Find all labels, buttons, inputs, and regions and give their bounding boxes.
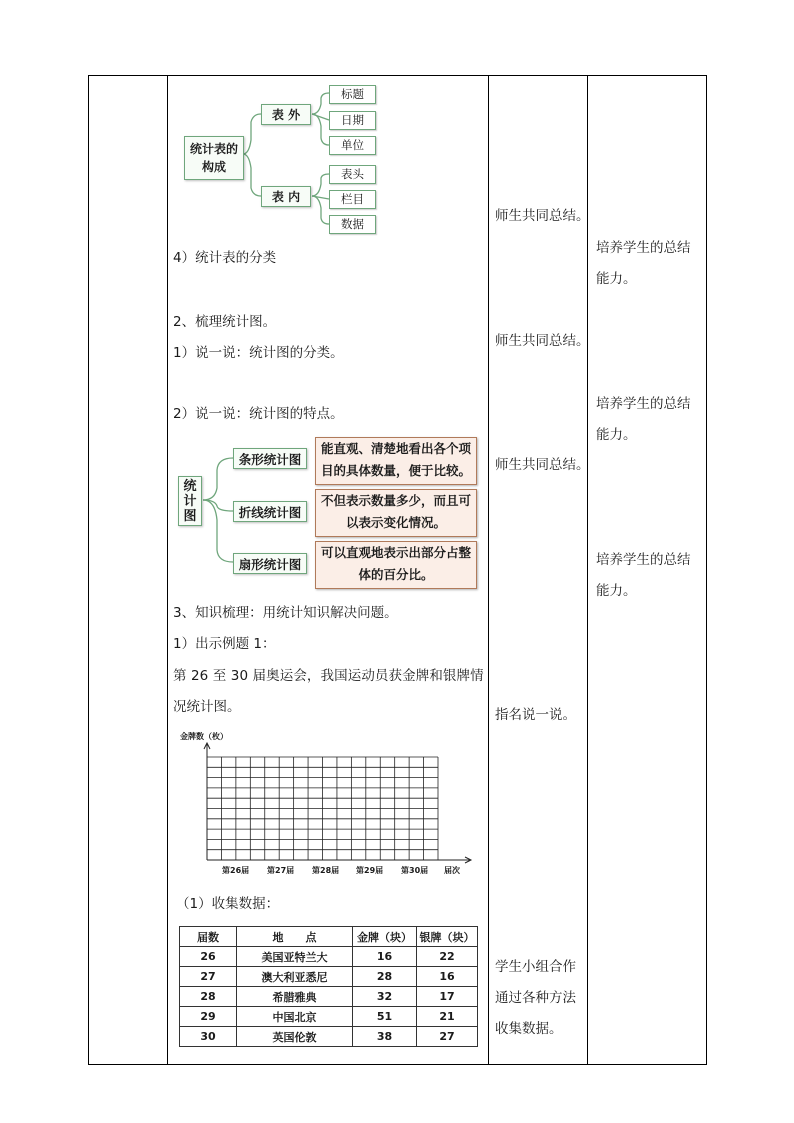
chart-type-line: 折线统计图 xyxy=(233,501,307,522)
table-bottom-border xyxy=(88,1064,707,1065)
purpose-1-line-1: 培养学生的总结 xyxy=(596,240,691,256)
chart-type-bar: 条形统计图 xyxy=(233,448,307,469)
chart-type-line-description: 不但表示数量多少，而且可 以表示变化情况。 xyxy=(315,489,477,537)
mindmap-branch-outer: 表 外 xyxy=(261,104,311,125)
table-border-col1 xyxy=(167,75,168,1065)
line-example-description-1: 第 26 至 30 届奥运会，我国运动员获金牌和银牌情 xyxy=(173,668,484,684)
table-header-row xyxy=(180,927,478,947)
table-header-session: 届数 xyxy=(180,927,237,947)
chart-type-pie-description: 可以直观地表示出部分占整 体的百分比。 xyxy=(315,541,477,589)
table-top-border xyxy=(88,75,707,76)
table-header-gold: 金牌（块） xyxy=(353,927,417,947)
table-header-silver: 银牌（块） xyxy=(417,927,478,947)
purpose-3-line-2: 能力。 xyxy=(596,583,637,599)
grid-chart-ylabel: 金牌数（枚） xyxy=(180,732,228,741)
purpose-1-line-2: 能力。 xyxy=(596,271,637,287)
line-sort-charts: 2、梳理统计图。 xyxy=(173,314,277,330)
purpose-2-line-1: 培养学生的总结 xyxy=(596,396,691,412)
table-border-col2 xyxy=(488,75,489,1065)
table-row: 30 英国伦敦 38 27 xyxy=(180,1027,478,1047)
grid-chart-svg xyxy=(195,742,480,867)
grid-chart-category-29: 第29届 xyxy=(356,866,384,875)
grid-chart-xlabel: 届次 xyxy=(444,866,460,875)
table-row: 29 中国北京 51 21 xyxy=(180,1007,478,1027)
mindmap2-root-chart: 统计图 xyxy=(178,476,202,526)
table-border-left xyxy=(88,75,89,1065)
activity-summary-2: 师生共同总结。 xyxy=(495,333,590,349)
table-border-right xyxy=(706,75,707,1065)
grid-chart-category-28: 第28届 xyxy=(312,866,340,875)
line-say-chart-features: 2）说一说：统计图的特点。 xyxy=(173,406,344,422)
grid-chart-category-30: 第30届 xyxy=(401,866,429,875)
mindmap-leaf-column: 栏目 xyxy=(329,190,376,209)
table-row: 28 希腊雅典 32 17 xyxy=(180,987,478,1007)
medal-data-table xyxy=(179,926,478,1047)
mindmap-leaf-data: 数据 xyxy=(329,215,376,234)
line-say-chart-classification: 1）说一说：统计图的分类。 xyxy=(173,345,344,361)
line-example-1: 1）出示例题 1： xyxy=(173,636,276,652)
mindmap-leaf-title: 标题 xyxy=(329,85,376,104)
line-collect-data: （1）收集数据： xyxy=(176,896,280,912)
grid-chart-category-26: 第26届 xyxy=(222,866,250,875)
mindmap-leaf-unit: 单位 xyxy=(329,136,376,155)
mindmap-leaf-date: 日期 xyxy=(329,111,376,130)
mindmap-leaf-header: 表头 xyxy=(329,165,376,184)
line-table-classification: 4）统计表的分类 xyxy=(173,250,277,266)
activity-group-work-3: 收集数据。 xyxy=(495,1021,563,1037)
line-example-description-2: 况统计图。 xyxy=(173,699,241,715)
chart-type-pie: 扇形统计图 xyxy=(233,553,307,574)
table-row: 26 美国亚特兰大 16 22 xyxy=(180,947,478,967)
grid-chart-category-27: 第27届 xyxy=(267,866,295,875)
chart-type-bar-description: 能直观、清楚地看出各个项 目的具体数量，便于比较。 xyxy=(315,437,477,485)
mindmap-branch-inner: 表 内 xyxy=(261,186,311,207)
table-header-location: 地 点 xyxy=(237,927,353,947)
mindmap-root-table-structure: 统计表的构成 xyxy=(184,136,244,180)
table-row: 27 澳大利亚悉尼 28 16 xyxy=(180,967,478,987)
activity-group-work-1: 学生小组合作 xyxy=(495,959,576,975)
activity-summary-3: 师生共同总结。 xyxy=(495,457,590,473)
purpose-3-line-1: 培养学生的总结 xyxy=(596,552,691,568)
activity-summary-1: 师生共同总结。 xyxy=(495,208,590,224)
line-knowledge-review: 3、知识梳理：用统计知识解决问题。 xyxy=(173,605,398,621)
activity-group-work-2: 通过各种方法 xyxy=(495,990,576,1006)
activity-name-speak: 指名说一说。 xyxy=(495,707,576,723)
purpose-2-line-2: 能力。 xyxy=(596,427,637,443)
